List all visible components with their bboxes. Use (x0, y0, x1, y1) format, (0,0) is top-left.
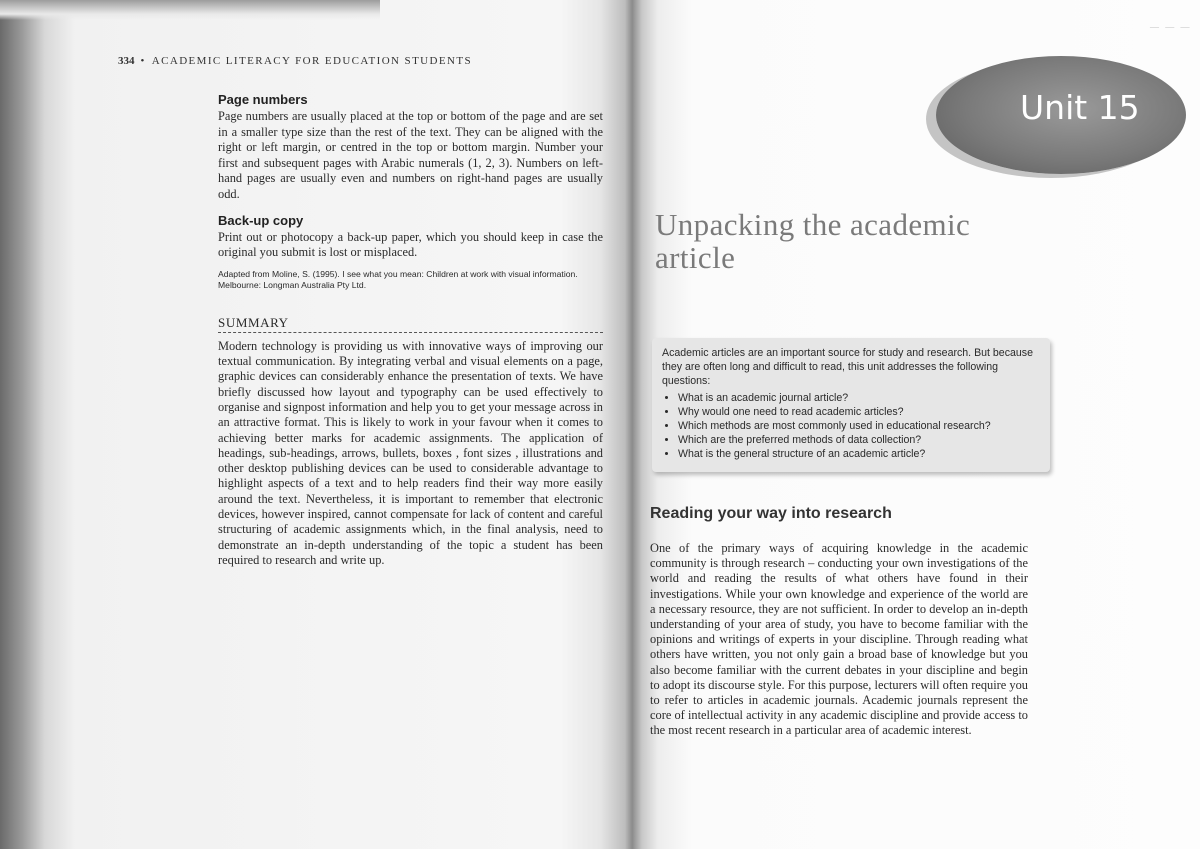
summary-heading: SUMMARY (218, 315, 603, 333)
page-corner-mark: — — — (1150, 22, 1192, 32)
question-item: • What is an academic journal article? (678, 391, 1044, 405)
section-body-page-numbers: Page numbers are usually placed at the top or bottom of the page and are set in a smaller type size than the rest of the text. They can be aligned with the right or left margin, or centred in the top or bottom margin. Number your first and subsequent pages with Arabic numerals (1, 2, 3). Numbers on left-hand pages are usually even and numbers on right-hand pages are usually odd. (218, 109, 603, 201)
section-title-page-numbers: Page numbers (218, 92, 308, 107)
unit-label: Unit 15 (1020, 88, 1140, 127)
page-number: 334 (118, 55, 135, 67)
summary-text: Modern technology is providing us with innovative ways of improving our textual communication. By integrating verbal and visual elements on a page, graphic devices can considerably enhance the presentation of texts. We have briefly discussed how layout and typography can be used effectively to organise and signpost information and help you to get your message across in an attractive format. This is likely to work in your favour when it comes to achieving better marks for academic assignments. The application of headings, sub-headings, arrows, bullets, boxes , font sizes , illustrations and other desktop publishing devices can be used to considerable advantage to highlight aspects of a text and to help readers find their way more easily around the text. Nevertheless, it is important to remember that electronic devices, however inspired, cannot compensate for lack of content and careful structuring of academic assignments which, in the final analysis, need to demonstrate an in-depth understanding of the topic a student has been required to research and write up. (218, 338, 603, 567)
running-head-title: ACADEMIC LITERACY FOR EDUCATION STUDENTS (151, 55, 472, 67)
page-top-edge (0, 0, 380, 20)
intro-text: Academic articles are an important source for study and research. But because they are often long and difficult to read, this unit addresses the following questions: (662, 347, 1033, 388)
left-column (218, 92, 603, 568)
section-body: One of the primary ways of acquiring knowledge in the academic community is through research – conducting your own investigations of the world and reading the results of what others have found in their investigations. While your own knowledge and experience of the world are a necessary resource, they are not sufficient. In order to develop an in-depth understanding of your area of study, you have to become familiar with the opinions and writings of experts in your discipline. Through reading what others have written, you not only gain a broad base of knowledge but you also become familiar with the current debates in your discipline and begin to adopt its discourse style. For this purpose, lecturers will often require you to refer to articles in academic journals. Academic journals represent the core of intellectual activity in any academic discipline and provide access to the most recent research in a particular area of academic interest. (650, 541, 1028, 738)
intro-box (652, 338, 1050, 472)
chapter-title: Unpacking the academic article (655, 207, 971, 275)
running-head-separator: • (140, 55, 146, 67)
question-item: • Which methods are most commonly used in educational research? (678, 419, 1044, 433)
question-list (662, 391, 1044, 462)
section-body-backup-copy: Print out or photocopy a back-up paper, which you should keep in case the original you submit is lost or misplaced. (218, 229, 603, 260)
citation: Adapted from Moline, S. (1995). I see what you mean: Children at work with visual information. Melbourne: Longman Australia Pty Ltd. (218, 268, 578, 290)
question-item: • Which are the preferred methods of data collection? (678, 433, 1044, 447)
question-item: • What is the general structure of an academic article? (678, 447, 1044, 461)
section-title-backup-copy: Back-up copy (218, 212, 304, 228)
running-head (118, 55, 472, 67)
question-item: • Why would one need to read academic articles? (678, 405, 1044, 419)
section-heading: Reading your way into research (650, 505, 892, 522)
